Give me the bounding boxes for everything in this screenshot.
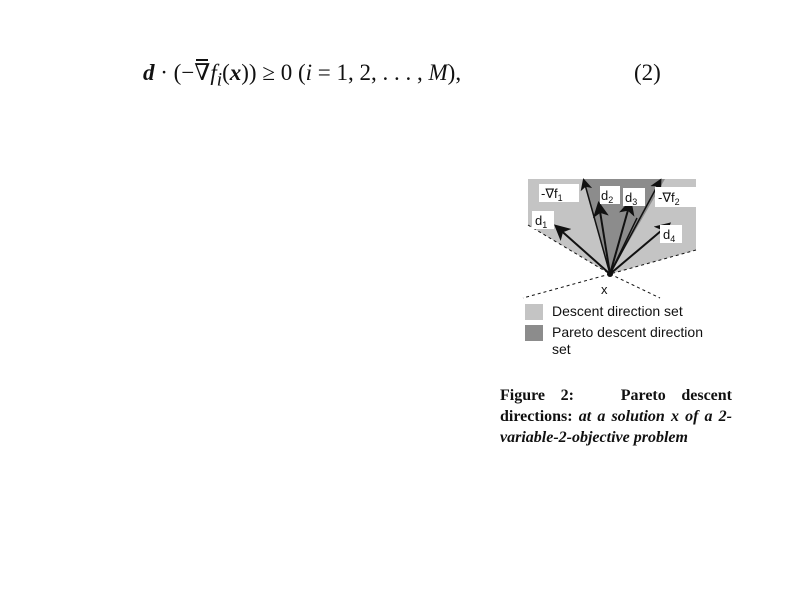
equation-number: (2) [634, 60, 661, 85]
caption-description: at a solution x of a 2-variable-2-objective problem [500, 408, 732, 446]
legend-label-pareto: Pareto descent direction set [552, 324, 703, 357]
caption-title: Pareto descent directions: [500, 387, 732, 425]
label-neg-grad-f1: $-\nabla f_1$ [541, 186, 563, 203]
label-d4: $d_4$ [663, 227, 676, 244]
legend-swatch-pareto [525, 325, 543, 341]
eq-nabla: ∇ [194, 60, 211, 85]
legend-item-pareto [525, 324, 725, 358]
solution-point [607, 271, 613, 277]
eq-tail: ), [447, 60, 462, 85]
legend-item-descent [525, 303, 725, 320]
figure-legend [525, 303, 725, 362]
label-d1: $d_1$ [535, 213, 548, 230]
label-x: x [601, 282, 608, 297]
label-neg-grad-f2: $-\nabla f_2$ [658, 190, 680, 207]
eq-var-x: x [229, 60, 242, 85]
eq-sub-i: i [216, 69, 223, 91]
label-d3: $d_3$ [625, 190, 638, 207]
eq-close: )) ≥ 0 ( [241, 60, 306, 85]
legend-label-descent: Descent direction set [552, 303, 683, 319]
figure-caption [500, 385, 732, 448]
equation-2 [143, 58, 461, 96]
eq-func-f: f [210, 60, 217, 85]
boundary-right-lower [610, 274, 660, 298]
eq-range: = 1, 2, . . . , [312, 60, 429, 85]
eq-M: M [428, 60, 448, 85]
eq-vector-d: d [143, 60, 155, 85]
caption-label: Figure 2: [500, 387, 574, 404]
legend-swatch-descent [525, 304, 543, 320]
eq-nabla-bar [196, 59, 208, 61]
pareto-diagram [515, 170, 715, 300]
boundary-left-lower [523, 274, 610, 298]
label-d2: $d_2$ [601, 188, 614, 205]
eq-open: ( [222, 60, 230, 85]
eq-index-i: i [305, 60, 312, 85]
eq-dot: · (− [154, 60, 195, 85]
